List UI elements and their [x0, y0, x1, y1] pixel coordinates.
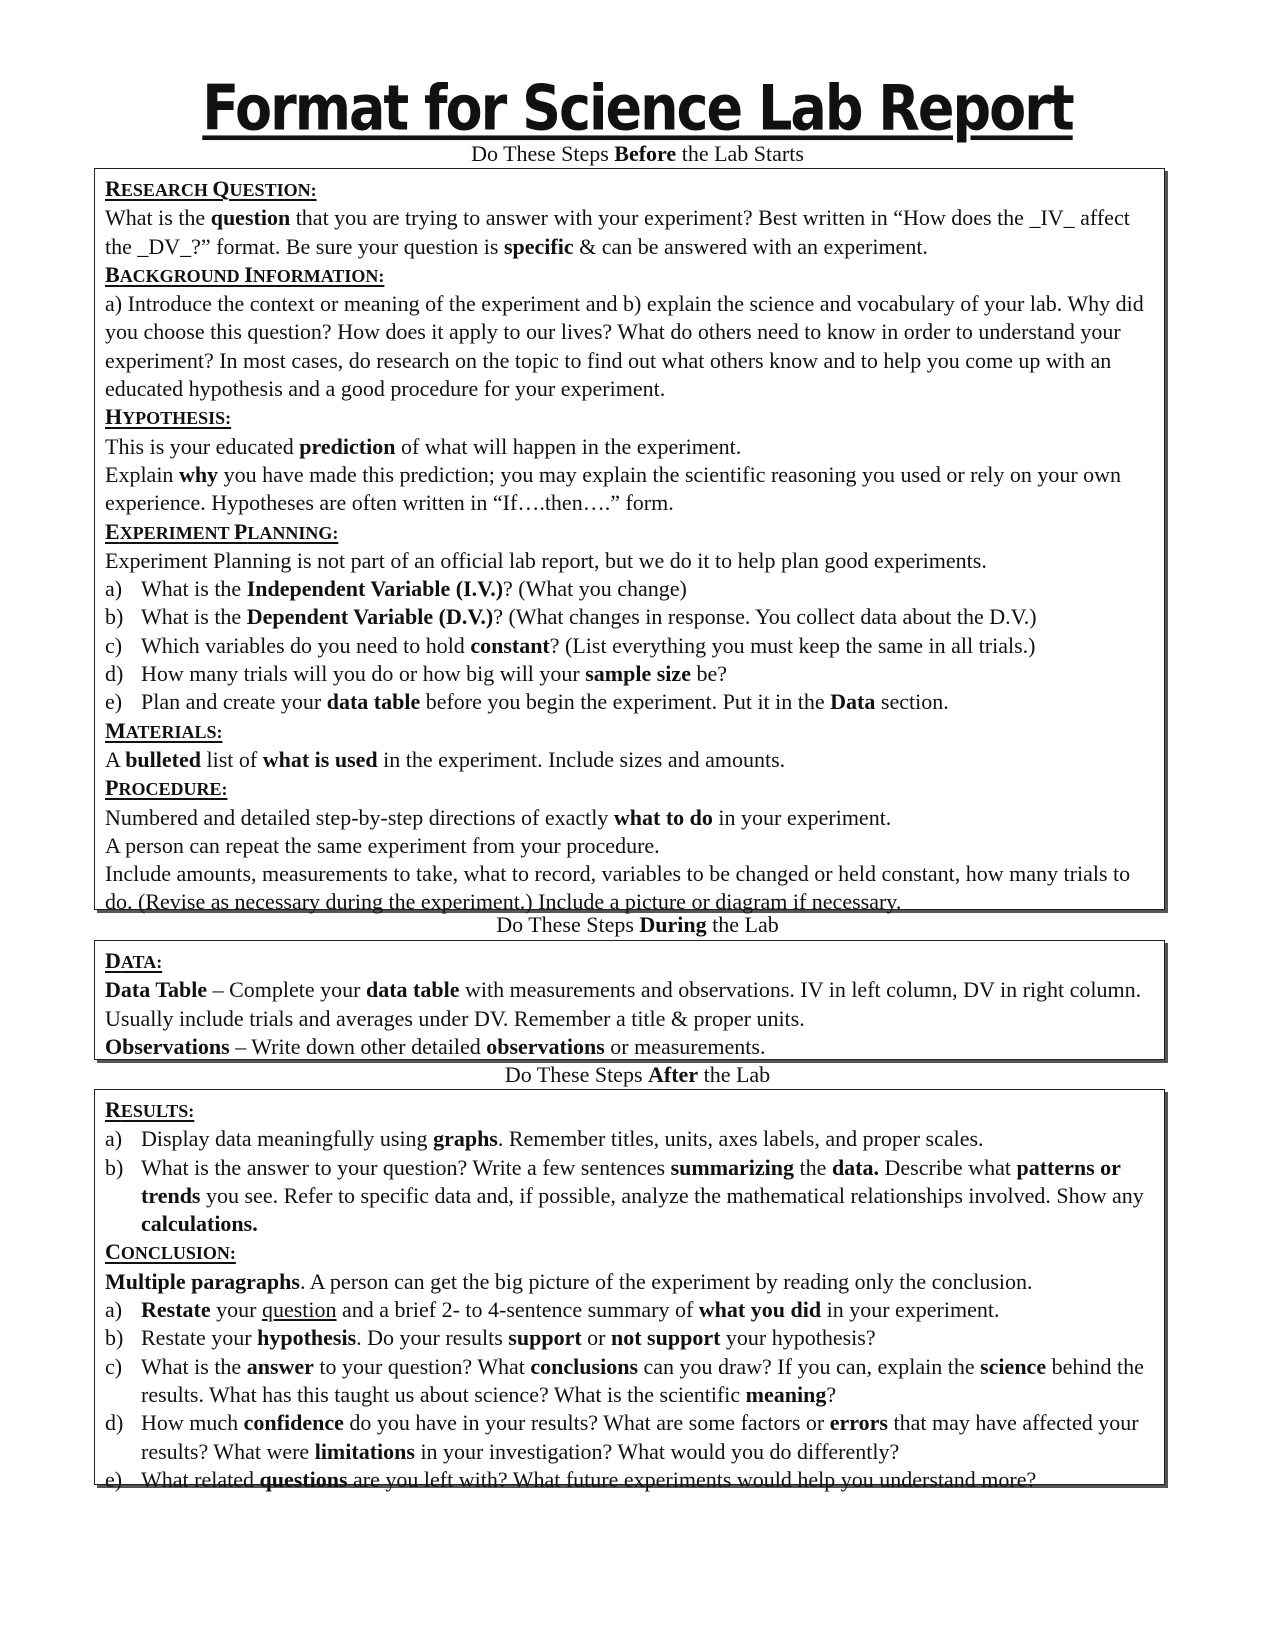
- procedure-text-2: A person can repeat the same experiment from your procedure.: [105, 832, 660, 858]
- experiment-planning-heading: EXPERIMENT PLANNING:: [105, 518, 339, 544]
- after-lab-box: [94, 1089, 1165, 1492]
- list-item: e) Plan and create your data table before you begin the experiment. Put it in the Data section.: [105, 689, 949, 715]
- experiment-planning-intro: Experiment Planning is not part of an official lab report, but we do it to help plan good experiments.: [105, 547, 987, 573]
- list-item: c) What is the answer to your question? What conclusions can you draw? If you can, explain the science behind the results. What has this taught us about science? What is the scientific meaning?: [105, 1353, 1144, 1407]
- before-lab-label: [0, 142, 1275, 166]
- list-item: b) What is the answer to your question? Write a few sentences summarizing the data. Describe what patterns or trends you see. Refer to specific data and, if possible, analyze the mathematical relationships involved. Show any calculations.: [105, 1154, 1144, 1237]
- list-item: a) Display data meaningfully using graphs. Remember titles, units, axes labels, and proper scales.: [105, 1126, 984, 1152]
- list-item: d) How many trials will you do or how big will your sample size be?: [105, 661, 727, 687]
- list-item: b) What is the Dependent Variable (D.V.)? (What changes in response. You collect data about the D.V.): [105, 604, 1037, 630]
- research-question-text: What is the question that you are trying to answer with your experiment? Best written in “How does the _IV_ affect the _DV_?” format. Be sure your question is specific & can be answered with an experiment.: [105, 205, 1130, 259]
- list-item: a) What is the Independent Variable (I.V.)? (What you change): [105, 576, 687, 602]
- step-label-text: Do These Steps: [504, 1062, 649, 1087]
- materials-text: A bulleted list of what is used in the experiment. Include sizes and amounts.: [105, 746, 786, 772]
- results-heading: RESULTS:: [105, 1097, 195, 1122]
- research-question-heading: RESEARCH QUESTION:: [105, 176, 317, 201]
- procedure-text-1: Numbered and detailed step-by-step directions of exactly what to do in your experiment.: [105, 804, 892, 830]
- step-label-text: the Lab: [698, 1062, 771, 1087]
- step-label-text: the Lab: [706, 912, 779, 937]
- conclusion-list: [105, 1296, 1156, 1494]
- procedure-heading: PROCEDURE:: [105, 775, 228, 801]
- during-lab-label: [0, 913, 1275, 937]
- list-item: c) Which variables do you need to hold constant? (List everything you must keep the same in all trials.): [105, 632, 1036, 658]
- step-label-text: Do These Steps: [496, 912, 640, 937]
- materials-heading: MATERIALS:: [105, 717, 223, 743]
- conclusion-intro: Multiple paragraphs. A person can get the big picture of the experiment by reading only the conclusion.: [105, 1268, 1033, 1294]
- data-heading: DATA:: [105, 948, 163, 973]
- during-lab-box: [94, 940, 1165, 1060]
- procedure-text-3: Include amounts, measurements to take, what to record, variables to be changed or held constant, how many trials to do. (Revise as necessary during the experiment.) Include a picture or diagram if necessary.: [105, 861, 1131, 915]
- after-lab-label: [0, 1063, 1275, 1087]
- list-item: a) Restate your question and a brief 2- to 4-sentence summary of what you did in your experiment.: [105, 1297, 1000, 1323]
- list-item: e) What related questions are you left with? What future experiments would help you understand more?: [105, 1466, 1037, 1492]
- step-label-emphasis: Before: [614, 141, 677, 166]
- before-lab-box: [94, 168, 1165, 915]
- results-list: [105, 1125, 1156, 1238]
- step-label-text: the Lab Starts: [676, 141, 804, 166]
- background-heading: BACKGROUND INFORMATION:: [105, 261, 385, 287]
- hypothesis-heading: HYPOTHESIS:: [105, 404, 232, 430]
- step-label-emphasis: After: [648, 1062, 699, 1087]
- background-text: a) Introduce the context or meaning of the experiment and b) explain the science and vocabulary of your lab. Why did you choose this question? How does it apply to our lives? What do others need to know in order to understand your experiment? In most cases, do research on the topic to find out what others know and to help you come up with an educated hypothesis and a good procedure for your experiment.: [105, 291, 1144, 402]
- step-label-emphasis: During: [639, 912, 707, 937]
- list-item: d) How much confidence do you have in your results? What are some factors or errors that may have affected your results? What were limitations in your investigation? What would you do differently?: [105, 1410, 1139, 1464]
- hypothesis-text-1: This is your educated prediction of what will happen in the experiment.: [105, 433, 742, 459]
- list-item: b) Restate your hypothesis. Do your results support or not support your hypothesis?: [105, 1325, 876, 1351]
- observations-text: Observations – Write down other detailed observations or measurements.: [105, 1033, 766, 1059]
- step-label-text: Do These Steps: [471, 141, 615, 166]
- conclusion-heading: CONCLUSION:: [105, 1239, 236, 1265]
- data-table-text: Data Table – Complete your data table with measurements and observations. IV in left column, DV in right column. Usually include trials and averages under DV. Remember a title & proper units.: [105, 977, 1142, 1031]
- hypothesis-text-2: Explain why you have made this prediction; you may explain the scientific reasoning you used or rely on your own experience. Hypotheses are often written in “If….then….” form.: [105, 461, 1122, 516]
- page-title: Format for Science Lab Report: [202, 72, 1073, 145]
- experiment-planning-list: [105, 575, 1156, 716]
